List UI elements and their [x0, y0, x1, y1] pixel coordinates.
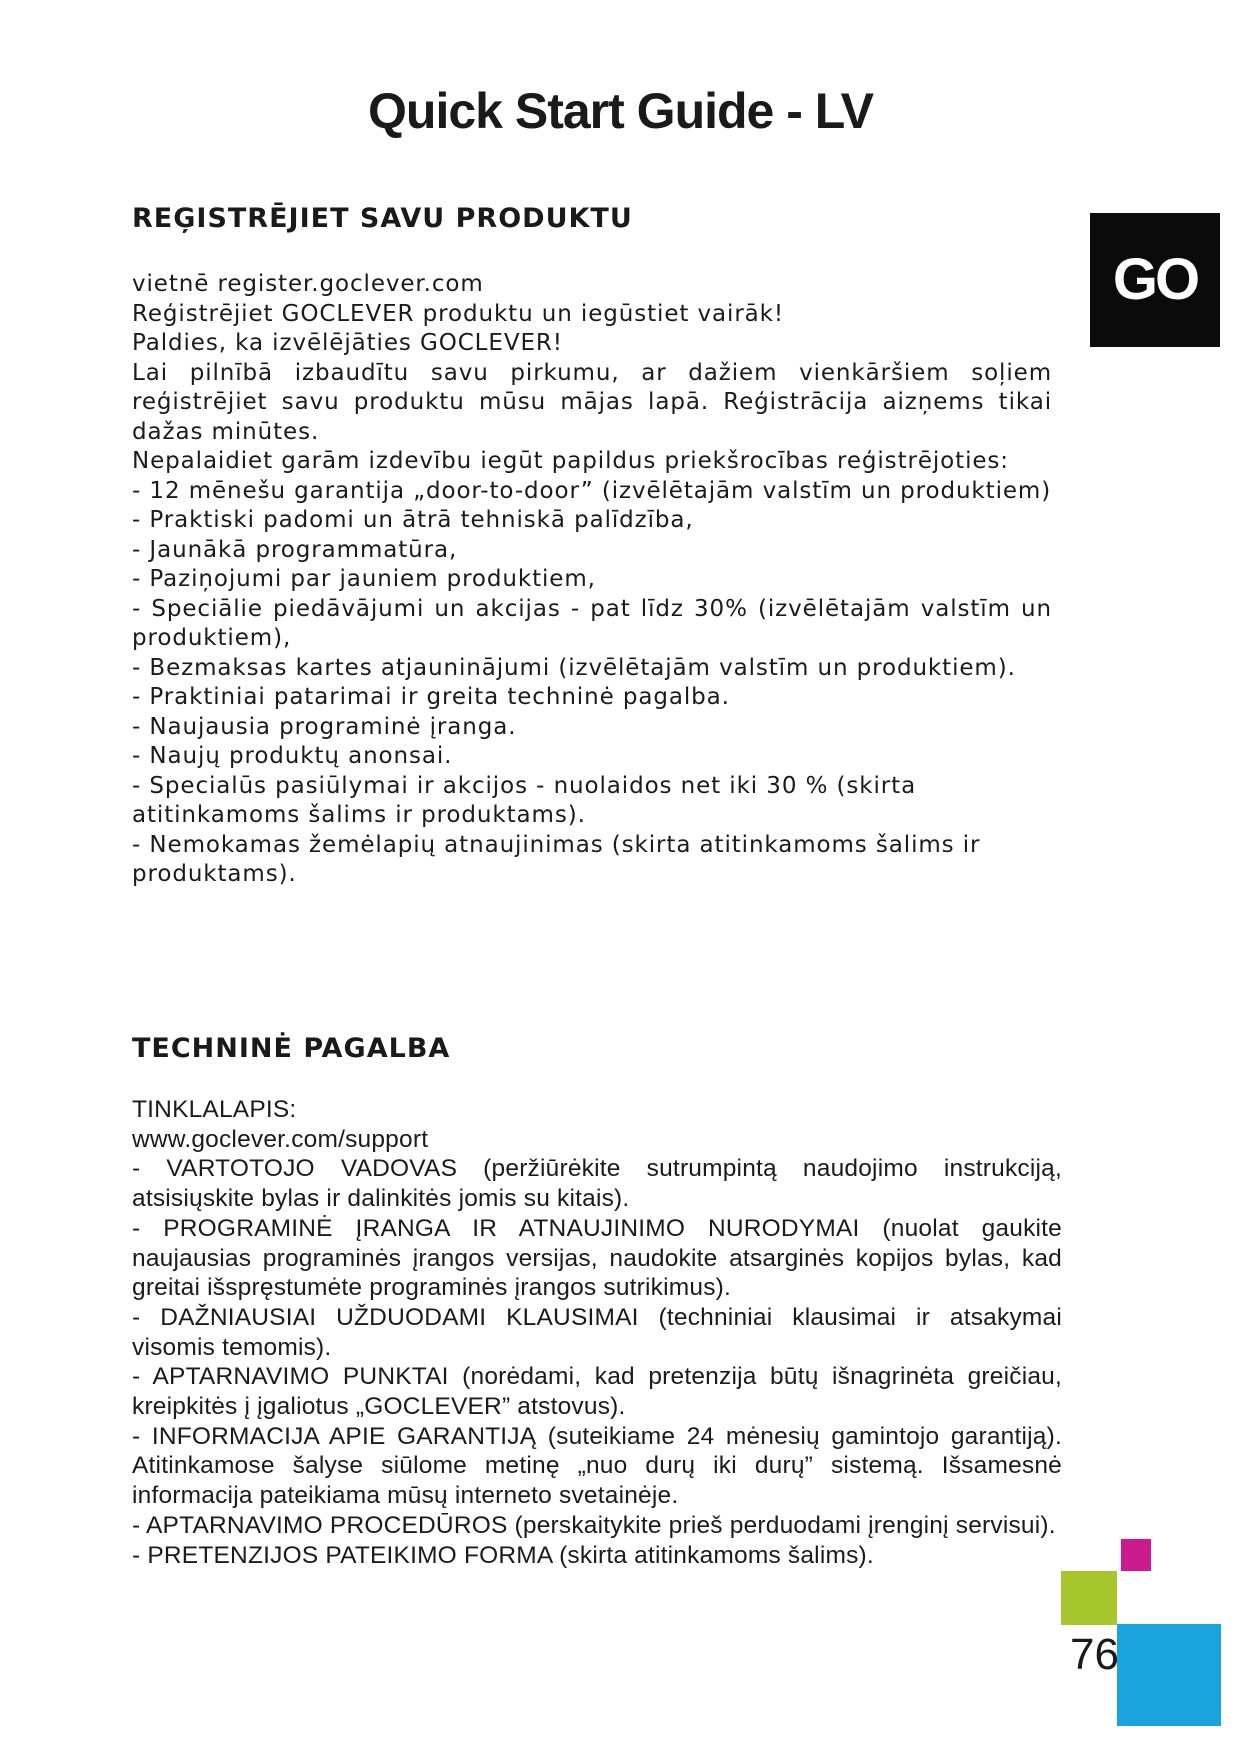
support-bullet: - PROGRAMINĖ ĮRANGA IR ATNAUJINIMO NURODYMAI (nuolat gaukite naujausias programinės įrangos versijas, naudokite atsarginės kopijos bylas, kad greitai išspręstumėte programinės įrangos sutrikimus). — [132, 1214, 1062, 1302]
magenta-square — [1121, 1539, 1151, 1571]
support-label: TINKLALAPIS: — [132, 1096, 297, 1123]
page-number: 76 — [1070, 1630, 1119, 1679]
support-url[interactable]: www.goclever.com/support — [132, 1125, 429, 1153]
register-line: vietnē register.goclever.com — [132, 271, 484, 297]
register-bullet: - 12 mēnešu garantija „door-to-door” (izvēlētajām valstīm un produktiem) — [132, 477, 1052, 504]
support-bullet: - DAŽNIAUSIAI UŽDUODAMI KLAUSIMAI (techniniai klausimai ir atsakymai visomis temomis). — [132, 1303, 1062, 1361]
register-bullet: - Bezmaksas kartes atjauninājumi (izvēlētajām valstīm un produktiem). — [132, 654, 1016, 681]
support-text-block — [132, 1095, 1062, 1570]
goclever-logo — [1090, 213, 1220, 347]
register-bullet: - Naujausia programinė įranga. — [132, 713, 517, 740]
register-line: Lai pilnībā izbaudītu savu pirkumu, ar dažiem vienkāršiem soļiem reģistrējiet savu produktu mūsu mājas lapā. Reģistrācija aizņems tikai dažas minūtes. — [132, 359, 1052, 445]
register-text-block — [132, 270, 1052, 890]
green-square — [1061, 1571, 1117, 1625]
register-bullet: - Paziņojumi par jauniem produktiem, — [132, 566, 596, 592]
support-bullet: - VARTOTOJO VADOVAS (peržiūrėkite sutrumpintą naudojimo instrukciją, atsisiųskite bylas ir dalinkitės jomis su kitais). — [132, 1155, 1062, 1213]
register-line: Paldies, ka izvēlējāties GOCLEVER! — [132, 330, 563, 356]
register-line: Reģistrējiet GOCLEVER produktu un iegūstiet vairāk! — [132, 300, 785, 327]
support-heading: TECHNINĖ PAGALBA — [132, 1033, 451, 1064]
support-bullet: - APTARNAVIMO PUNKTAI (norėdami, kad pretenzija būtų išnagrinėta greičiau, kreipkitės į įgaliotus „GOCLEVER” atstovus). — [132, 1363, 1062, 1421]
support-bullet: - PRETENZIJOS PATEIKIMO FORMA (skirta atitinkamoms šalims). — [132, 1541, 874, 1569]
register-heading: REĢISTRĒJIET SAVU PRODUKTU — [132, 203, 633, 234]
logo-text: GO — [1112, 247, 1198, 312]
register-bullet: - Praktiniai patarimai ir greita techninė pagalba. — [132, 684, 730, 710]
register-line: Nepalaidiet garām izdevību iegūt papildus priekšrocības reģistrējoties: — [132, 448, 1009, 474]
register-bullet: - Jaunākā programmatūra, — [132, 536, 458, 563]
support-bullet: - INFORMACIJA APIE GARANTIJĄ (suteikiame 24 mėnesių gamintojo garantiją). Atitinkamose šalyse siūlome metinę „nuo durų iki durų” sistemą. Išsamesnė informacija pateikiama mūsų interneto svetainėje. — [132, 1422, 1062, 1510]
register-bullet: - Naujų produktų anonsai. — [132, 743, 453, 769]
register-bullet: - Specialūs pasiūlymai ir akcijos - nuolaidos net iki 30 % (skirta atitinkamoms šalims ir produktams). — [132, 772, 917, 828]
register-bullet: - Speciālie piedāvājumi un akcijas - pat līdz 30% (izvēlētajām valstīm un produktiem), — [132, 595, 1052, 651]
register-bullet: - Praktiski padomi un ātrā tehniskā palīdzība, — [132, 507, 694, 533]
page-title: Quick Start Guide - LV — [368, 83, 873, 139]
blue-square — [1117, 1624, 1221, 1726]
register-bullet: - Nemokamas žemėlapių atnaujinimas (skirta atitinkamoms šalims ir produktams). — [132, 831, 981, 887]
support-bullet: - APTARNAVIMO PROCEDŪROS (perskaitykite prieš perduodami įrenginį servisui). — [132, 1511, 1056, 1539]
